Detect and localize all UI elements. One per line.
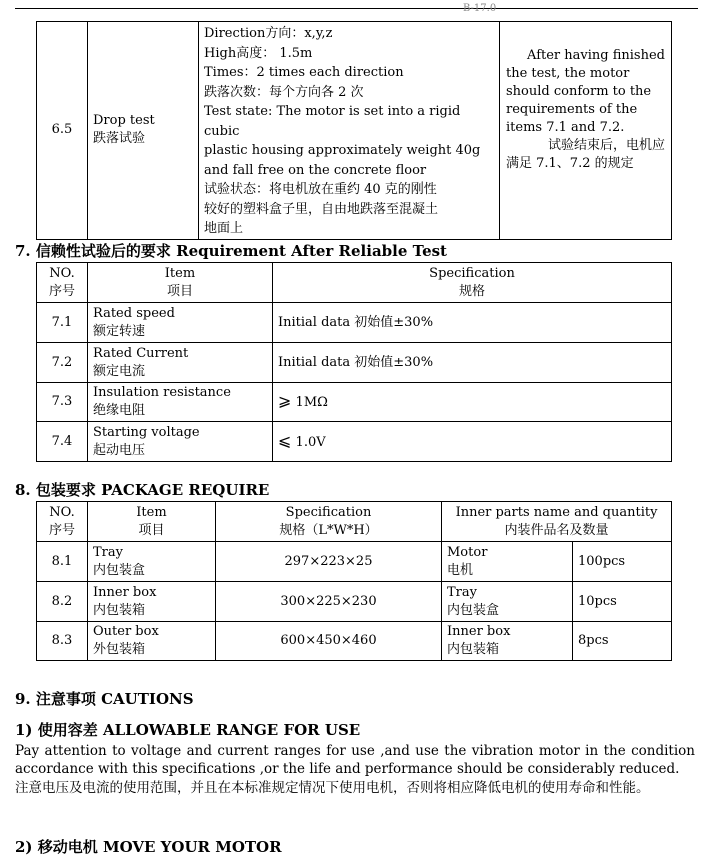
result-line: items 7.1 and 7.2. (506, 120, 625, 136)
row-spec (273, 422, 672, 462)
row-no: 8.2 (37, 582, 88, 622)
row-item (88, 422, 273, 462)
table-row (37, 422, 672, 462)
requirement-table (36, 262, 672, 462)
col-no-cn: 序号 (48, 283, 75, 299)
result-line: After having finished (527, 48, 665, 64)
row-item (88, 622, 216, 661)
result-line: 试验结束后，电机应 (547, 138, 665, 154)
table-row (37, 383, 672, 422)
result-line: should conform to the (506, 84, 652, 100)
col-no-header (37, 502, 88, 542)
col-inner-en: Inner parts name and quantity (455, 504, 658, 520)
section7-heading: 7. 信赖性试验后的要求 Requirement After Reliable Test (15, 242, 447, 260)
col-no-en: NO. (49, 265, 75, 281)
row-spec-text: Initial data 初始值±30% (278, 354, 434, 370)
row-spec (273, 383, 672, 422)
result-line: 满足 7.1、7.2 的规定 (506, 156, 634, 172)
geq-symbol: ⩾ (278, 391, 292, 410)
row-dimension: 297×223×25 (216, 542, 442, 582)
row-item-en: Rated speed (93, 305, 175, 321)
row-part-en: Inner box (447, 624, 511, 639)
row-part (442, 582, 573, 622)
row-item-cn: 内包装箱 (93, 602, 146, 618)
row-no: 7.1 (37, 303, 88, 343)
condition-line: Times：2 times each direction (204, 65, 404, 80)
result-line: the test, the motor (506, 66, 630, 82)
row-item-en: Inner box (93, 584, 157, 600)
col-item-cn: 项目 (166, 283, 193, 299)
row-dimension: 300×225×230 (216, 582, 442, 622)
row-no: 7.2 (37, 343, 88, 383)
col-spec-en: Specification (429, 265, 515, 281)
row-item-en: Rated Current (93, 345, 189, 361)
row-part-cn: 电机 (447, 562, 474, 578)
drop-test-item-cn: 跌落试验 (93, 131, 146, 147)
subsection1-text-en: Pay attention to voltage and current ranges for use ,and use the vibration motor in the condition accordance with this specifications ,or the life and performance should be considerably reduced. (15, 743, 695, 777)
condition-line: 跌落次数：每个方向各 2 次 (204, 84, 364, 100)
col-item-cn: 项目 (138, 522, 165, 538)
col-inner-header (442, 502, 672, 542)
row-item (88, 542, 216, 582)
drop-test-item (88, 22, 199, 240)
row-part-en: Motor (447, 544, 488, 560)
table-row (37, 343, 672, 383)
row-qty: 10pcs (573, 582, 672, 622)
row-item-cn: 额定转速 (93, 323, 146, 339)
col-no-cn: 序号 (48, 522, 75, 538)
condition-line: Direction方向：x,y,z (204, 26, 333, 41)
col-inner-cn: 内装件品名及数量 (504, 522, 609, 538)
row-item-en: Tray (93, 544, 123, 560)
row-spec (273, 343, 672, 383)
row-spec-text: 1MΩ (295, 395, 328, 410)
drop-test-no: 6.5 (37, 22, 88, 240)
drop-test-result (500, 22, 672, 240)
condition-line: High高度： 1.5m (204, 45, 313, 61)
row-dimension: 600×450×460 (216, 622, 442, 661)
subsection2-heading: 2) 移动电机 MOVE YOUR MOTOR (15, 838, 282, 856)
row-no: 8.3 (37, 622, 88, 661)
table-row (37, 622, 672, 661)
row-no: 7.4 (37, 422, 88, 462)
leq-symbol: ⩽ (278, 430, 292, 450)
subsection1-heading: 1) 使用容差 ALLOWABLE RANGE FOR USE (15, 721, 361, 739)
col-no-header (37, 263, 88, 303)
row-item-cn: 内包装盒 (93, 562, 146, 578)
drop-test-item-en: Drop test (93, 113, 155, 129)
row-no: 7.3 (37, 383, 88, 422)
drop-test-table (36, 21, 672, 240)
drop-test-conditions (199, 22, 500, 240)
row-qty: 8pcs (573, 622, 672, 661)
col-spec-cn: 规格 (458, 283, 485, 299)
section9-heading: 9. 注意事项 CAUTIONS (15, 690, 194, 708)
condition-line: 较好的塑料盒子里，自由地跌落至混凝土 (204, 201, 439, 217)
condition-line: plastic housing approximately weight 40g (204, 143, 481, 158)
row-spec-text: 1.0V (295, 434, 326, 450)
condition-line: and fall free on the concrete floor (204, 162, 427, 178)
col-item-en: Item (164, 265, 196, 281)
col-item-header (88, 502, 216, 542)
row-part-cn: 内包装盒 (447, 602, 500, 618)
condition-line: 地面上 (204, 221, 244, 236)
row-item-en: Starting voltage (93, 424, 200, 440)
table-row (37, 542, 672, 582)
row-spec (273, 303, 672, 343)
row-item-cn: 绝缘电阻 (93, 403, 146, 418)
row-item (88, 303, 273, 343)
row-item (88, 343, 273, 383)
row-item-cn: 额定电流 (93, 363, 146, 379)
row-part-en: Tray (447, 584, 477, 600)
row-item-en: Outer box (93, 624, 159, 639)
condition-line: 试验状态：将电机放在重约 40 克的刚性 (204, 182, 437, 197)
header-mark: B-17.0 (463, 3, 497, 14)
subsection1-text-cn: 注意电压及电流的使用范围，并且在本标准规定情况下使用电机，否则将相应降低电机的使用寿命和性能。 (15, 780, 650, 796)
col-item-header (88, 263, 273, 303)
table-row (37, 582, 672, 622)
package-table (36, 501, 672, 661)
col-no-en: NO. (49, 504, 75, 520)
header-rule (15, 3, 698, 14)
row-item-cn: 起动电压 (93, 442, 146, 458)
row-item (88, 383, 273, 422)
col-spec-header (273, 263, 672, 303)
row-part-cn: 内包装箱 (447, 642, 500, 657)
row-qty: 100pcs (573, 542, 672, 582)
row-part (442, 542, 573, 582)
col-spec-cn: 规格（L*W*H） (279, 522, 378, 538)
col-item-en: Item (136, 504, 167, 520)
col-spec-en: Specification (285, 504, 372, 520)
row-no: 8.1 (37, 542, 88, 582)
col-spec-header (216, 502, 442, 542)
row-spec-text: Initial data 初始值±30% (278, 314, 434, 330)
condition-line: Test state: The motor is set into a rigid cubic (204, 104, 461, 139)
result-line: requirements of the (506, 102, 638, 118)
row-item (88, 582, 216, 622)
row-part (442, 622, 573, 661)
table-row (37, 303, 672, 343)
section8-heading: 8. 包装要求 PACKAGE REQUIRE (15, 481, 270, 499)
row-item-cn: 外包装箱 (93, 642, 146, 657)
row-item-en: Insulation resistance (93, 385, 231, 400)
